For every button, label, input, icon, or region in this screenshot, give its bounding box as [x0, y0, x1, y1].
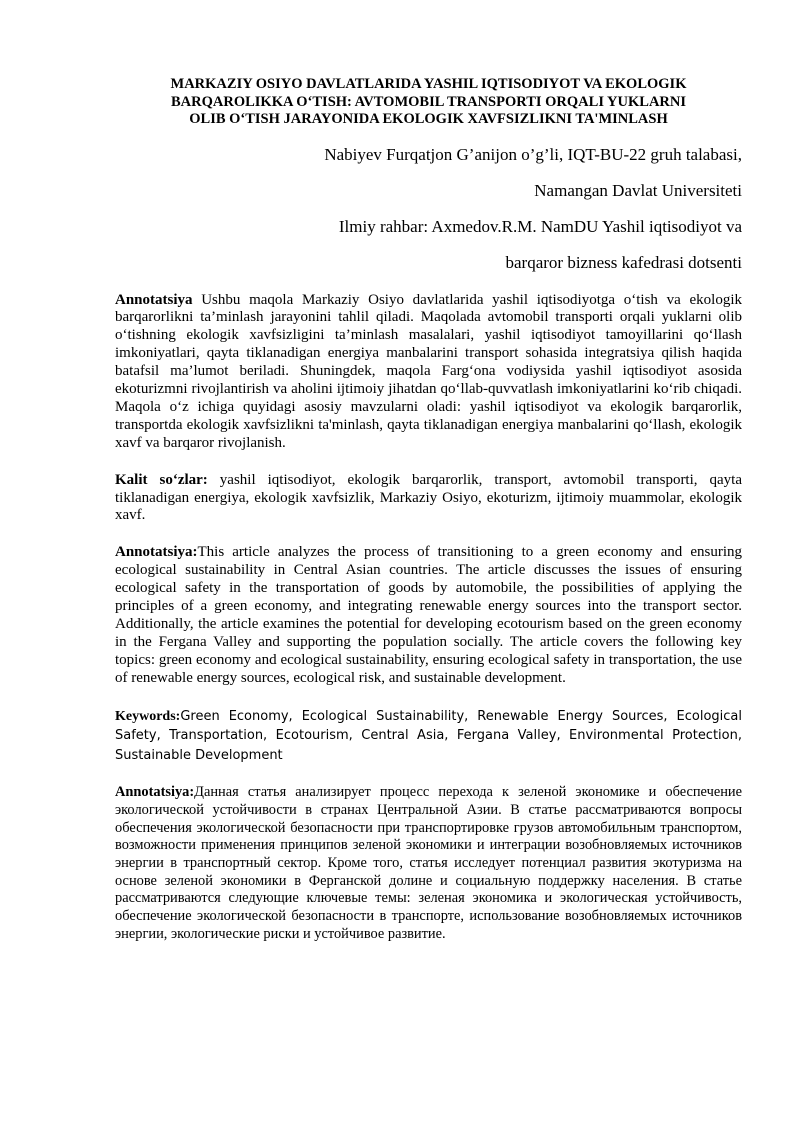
document-page	[115, 76, 742, 943]
abstract-ru	[115, 784, 742, 943]
keywords-uz-label: Kalit so‘zlar:	[115, 471, 208, 488]
author-info	[115, 145, 742, 273]
keywords-uz	[115, 472, 742, 526]
abstract-en-label: Annotatsiya:	[115, 544, 198, 561]
paper-title	[115, 76, 742, 129]
keywords-en-text: Green Economy, Ecological Sustainability, Renewable Energy Sources, Ecological Safety, Transportation, Ecotourism, Central Asia, Fergana Valley, Environmental Protection, Sustainable Development	[115, 708, 742, 763]
keywords-uz-text: yashil iqtisodiyot, ekologik barqarorlik, transport, avtomobil transporti, qayta tiklanadigan energiya, ekologik xavfsizlik, Markaziy Osiyo, ekoturizm, ijtimoiy muammolar, ekologik xavf.	[115, 471, 742, 524]
abstract-uz	[115, 292, 742, 453]
abstract-ru-label: Annotatsiya:	[115, 784, 195, 801]
abstract-uz-label: Annotatsiya	[115, 291, 193, 308]
abstract-en-text: This article analyzes the process of transitioning to a green economy and ensuring ecological sustainability in Central Asian countries. The article discusses the issues of ensuring ecological safety in the transportation of goods by automobile, the possibilities of applying the principles of a green economy, and integrating renewable energy sources into the transport sector. Additionally, the article examines the potential for developing ecotourism based on the green economy in the Fergana Valley and supporting the population socially. The article covers the following key topics: green economy and ecological sustainability, ensuring ecological safety in transportation, the use of renewable energy sources, ecological risk, and sustainable development.	[115, 544, 742, 686]
keywords-en	[115, 707, 742, 766]
keywords-en-label: Keywords:	[115, 708, 181, 724]
abstract-uz-text: Ushbu maqola Markaziy Osiyo davlatlarida yashil iqtisodiyotga o‘tish va ekologik barqarorlikni ta’minlash jarayonini tahlil qiladi. Maqolada avtomobil transporti orqali yuklarni olib o‘tishning ekologik xavfsizligini ta’minlash masalalari, yashil iqtisodiyot tamoyillarini qo‘llash imkoniyatlari, qayta tiklanadigan energiya manbalarini transport sohasida integratsiya qilish haqida batafsil ma’lumot beriladi. Shuningdek, maqola Farg‘ona vodiysida yashil iqtisodiyot asosida ekoturizmni rivojlantirish va aholini ijtimoiy jihatdan qo‘llab-quvvatlash imkoniyatlarini ko‘rib chiqadi. Maqola o‘z ichiga quyidagi asosiy mavzularni oladi: yashil iqtisodiyot va ekologik barqarorlik, transportda ekologik xavfsizlikni ta'minlash, qayta tiklanadigan energiya manbalarini qo‘llash, ekologik xavf va barqaror rivojlanish.	[115, 291, 742, 451]
author-name: Nabiyev Furqatjon G’anijon o’g’li, IQT-BU-22 gruh talabasi,	[324, 144, 742, 164]
author-affiliation: Namangan Davlat Universiteti	[534, 180, 742, 200]
abstract-ru-text: Данная статья анализирует процесс перехода к зеленой экономике и обеспечение экологической устойчивости в странах Центральной Азии. В статье рассматриваются вопросы обеспечения экологической безопасности при транспортировке грузов автомобильным транспортом, возможности применения принципов зеленой экономики и интеграции возобновляемых источников энергии в транспортный сектор. Кроме того, статья исследует потенциал развития экотуризма на основе зеленой экономики в Ферганской долине и социальную поддержку населения. В статье рассматриваются следующие ключевые темы: зеленая экономика и экологическая устойчивость, обеспечение экологической безопасности в транспорте, использование возобновляемых источников энергии, экологические риски и устойчивое развитие.	[115, 784, 742, 942]
title-line: OLIB O‘TISH JARAYONIDA EKOLOGIK XAVFSIZLIKNI TA'MINLASH	[189, 111, 668, 127]
supervisor-department: barqaror bizness kafedrasi dotsenti	[505, 252, 742, 272]
title-line: MARKAZIY OSIYO DAVLATLARIDA YASHIL IQTISODIYOT VA EKOLOGIK	[170, 76, 687, 92]
supervisor: Ilmiy rahbar: Axmedov.R.M. NamDU Yashil iqtisodiyot va	[338, 216, 742, 236]
title-line: BARQAROLIKKA O‘TISH: AVTOMOBIL TRANSPORTI ORQALI YUKLARNI	[170, 93, 686, 110]
abstract-en	[115, 544, 742, 687]
